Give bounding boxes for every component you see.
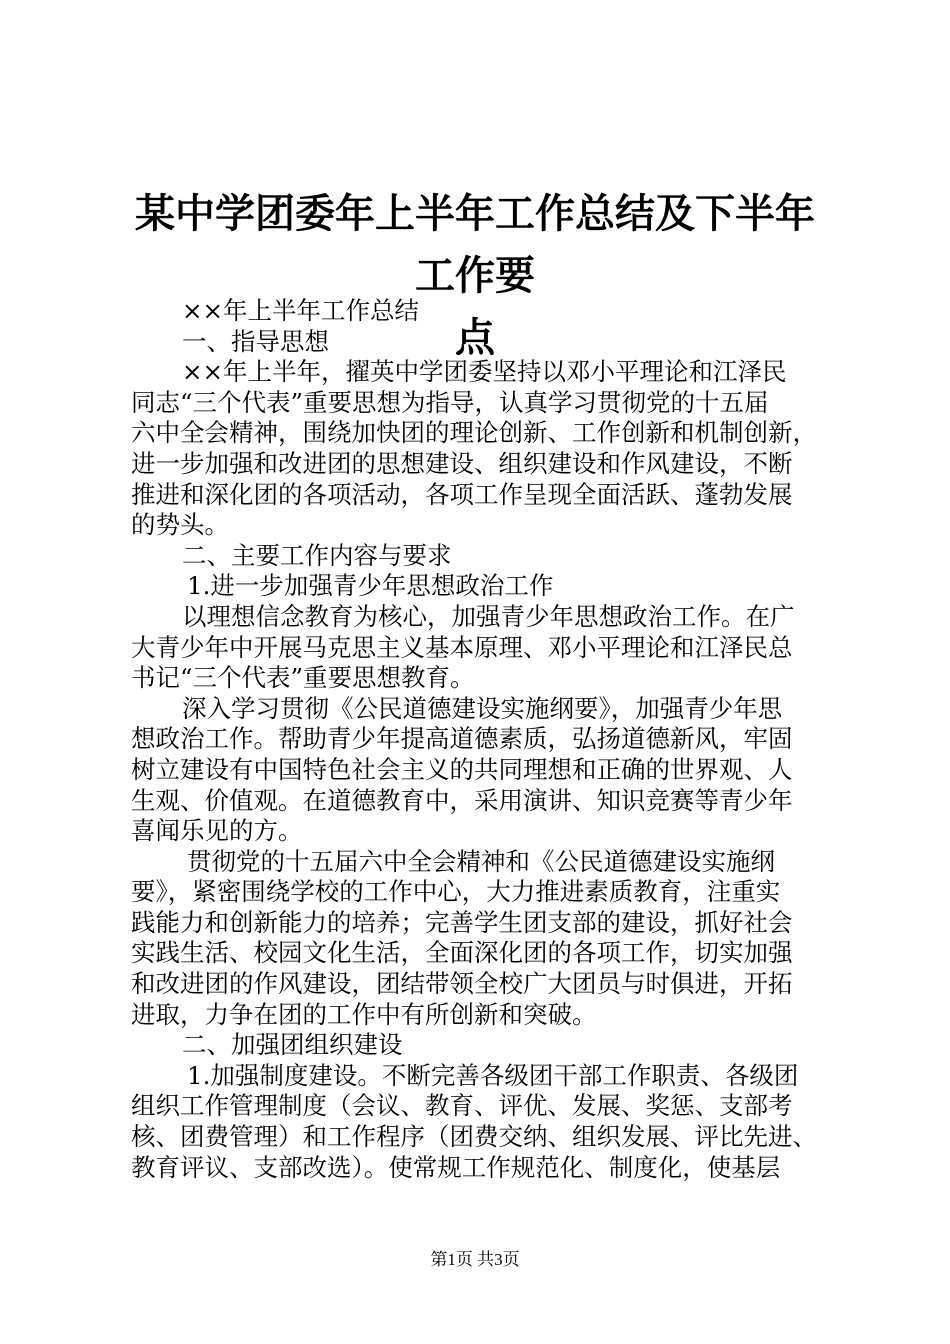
paragraph-line: 喜闻乐见的方。 [131, 816, 303, 846]
section-heading: 一、指导思想 [182, 326, 329, 356]
paragraph-line: 要》，紧密围绕学校的工作中心，大力推进素质教育，注重实 [131, 877, 781, 907]
paragraph-line: 书记“三个代表”重要思想教育。 [131, 663, 475, 693]
paragraph-line: 六中全会精神，围绕加快团的理论创新、工作创新和机制创新， [131, 418, 817, 448]
paragraph-line: 践能力和创新能力的培养；完善学生团支部的建设，抓好社会 [131, 907, 793, 937]
title-line-1: 某中学团委年上半年工作总结及下半年工作要 [135, 191, 815, 299]
paragraph-line: 进一步加强和改进团的思想建设、组织建设和作风建设，不断 [131, 448, 793, 478]
section-heading: ××年上半年工作总结 [182, 296, 420, 325]
paragraph-line: 教育评议、支部改选）。使常规工作规范化、制度化，使基层 [131, 1152, 781, 1182]
paragraph-line: 树立建设有中国特色社会主义的共同理想和正确的世界观、人 [131, 754, 793, 784]
subsection-heading: 1.进一步加强青少年思想政治工作 [187, 571, 554, 601]
paragraph-line: 大青少年中开展马克思主义基本原理、邓小平理论和江泽民总 [131, 632, 793, 662]
title-line-2: 点 [455, 315, 495, 361]
paragraph-line: 生观、价值观。在道德教育中，采用演讲、知识竞赛等青少年 [131, 785, 793, 815]
paragraph-line: 进取，力争在团的工作中有所创新和突破。 [131, 999, 597, 1029]
paragraph-line: 组织工作管理制度（会议、教育、评优、发展、奖惩、支部考 [131, 1091, 793, 1121]
paragraph-line: 想政治工作。帮助青少年提高道德素质，弘扬道德新风，牢固 [131, 724, 793, 754]
section-heading: 二、加强团组织建设 [182, 1030, 403, 1060]
paragraph-line: 贯彻党的十五届六中全会精神和《公民道德建设实施纲 [187, 846, 775, 876]
paragraph-line: 核、团费管理）和工作程序（团费交纳、组织发展、评比先进、 [131, 1122, 817, 1152]
paragraph-line: 推进和深化团的各项活动，各项工作呈现全面活跃、蓬勃发展 [131, 479, 793, 509]
paragraph-line: 实践生活、校园文化生活，全面深化团的各项工作，切实加强 [131, 938, 793, 968]
paragraph-line: 和改进团的作风建设，团结带领全校广大团员与时俱进，开拓 [131, 969, 793, 999]
paragraph-line: 1.加强制度建设。不断完善各级团干部工作职责、各级团 [187, 1060, 799, 1090]
paragraph-line: 以理想信念教育为核心，加强青少年思想政治工作。在广 [182, 601, 795, 631]
page-number-footer: 第1页 共3页 [430, 1250, 520, 1269]
paragraph-line: 的势头。 [131, 510, 229, 540]
document-body [131, 296, 831, 1183]
paragraph-line: ××年上半年，擢英中学团委坚持以邓小平理论和江泽民 [182, 357, 787, 387]
paragraph-line: 同志“三个代表”重要思想为指导，认真学习贯彻党的十五届 [131, 387, 769, 417]
section-heading: 二、主要工作内容与要求 [182, 540, 452, 570]
paragraph-line: 深入学习贯彻《公民道德建设实施纲要》，加强青少年思 [182, 693, 783, 723]
